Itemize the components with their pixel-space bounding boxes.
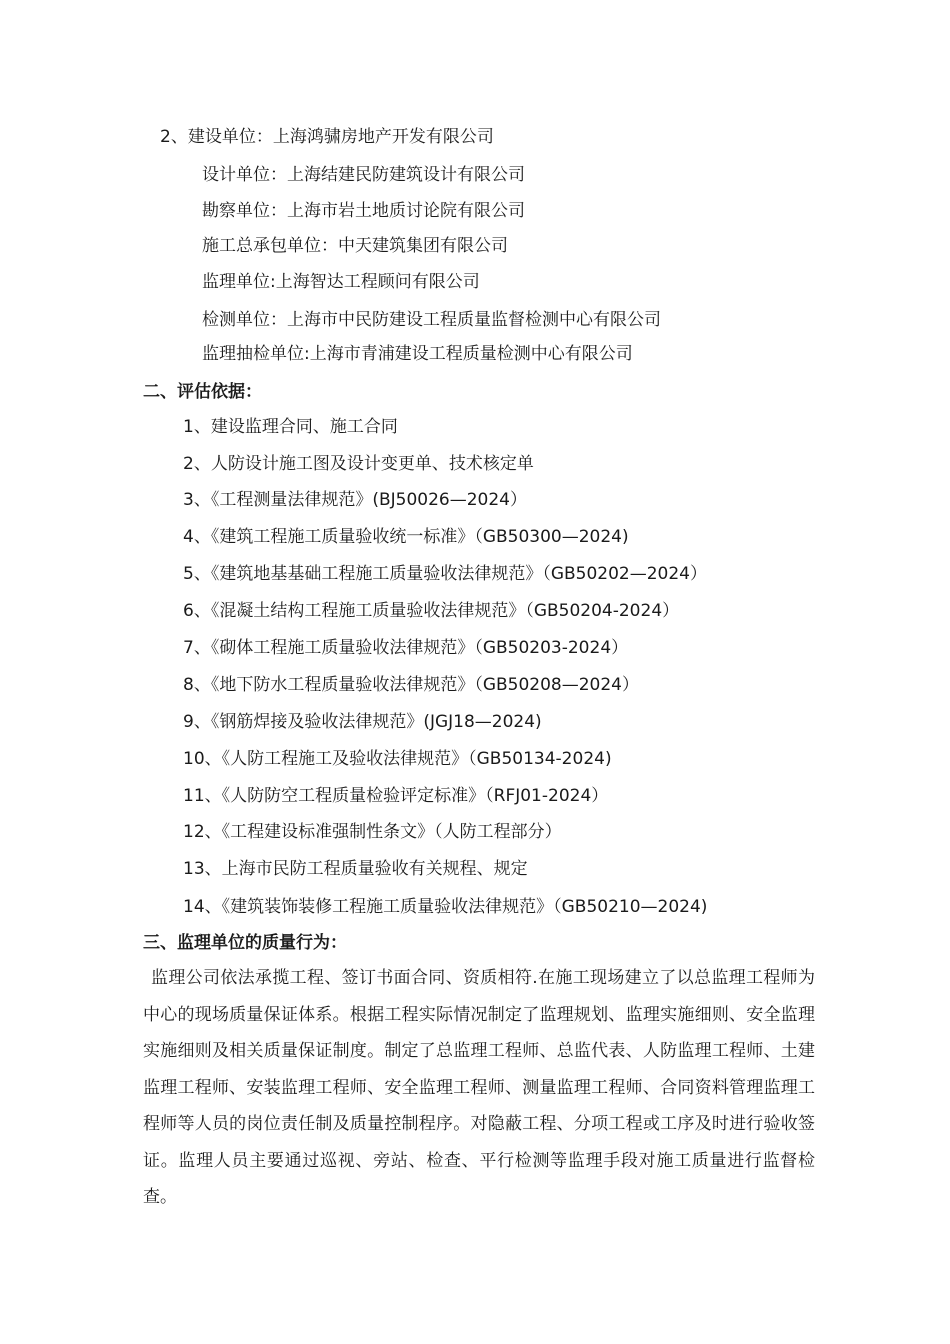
sampling-unit-line: 监理抽检单位:上海市青浦建设工程质量检测中心有限公司 bbox=[202, 344, 633, 364]
basis-item: 10、《人防工程施工及验收法律规范》（GB50134-2024) bbox=[183, 749, 612, 769]
basis-item: 7、《砌体工程施工质量验收法律规范》（GB50203-2024） bbox=[183, 638, 629, 658]
design-unit-line: 设计单位：上海结建民防建筑设计有限公司 bbox=[202, 165, 525, 185]
basis-item: 6、《混凝土结构工程施工质量验收法律规范》（GB50204-2024） bbox=[183, 601, 680, 621]
basis-item: 9、《钢筋焊接及验收法律规范》(JGJ18—2024) bbox=[183, 712, 542, 732]
testing-unit-line: 检测单位：上海市中民防建设工程质量监督检测中心有限公司 bbox=[202, 310, 661, 330]
quality-paragraph: 监理公司依法承揽工程、签订书面合同、资质相符.在施工现场建立了以总监理工程师为中心的现场质量保证体系。根据工程实际情况制定了监理规划、监理实施细则、安全监理实施细则及相关质量保证制度。制定了总监理工程师、总监代表、人防监理工程师、土建监理工程师、安装监理工程师、安全监理工程师、测量监理工程师、合同资料管理监理工程师等人员的岗位责任制及质量控制程序。对隐蔽工程、分项工程或工序及时进行验收签证。监理人员主要通过巡视、旁站、检查、平行检测等监理手段对施工质量进行监督检查。 bbox=[143, 968, 815, 1207]
basis-item: 1、建设监理合同、施工合同 bbox=[183, 417, 398, 437]
basis-item: 13、上海市民防工程质量验收有关规程、规定 bbox=[183, 859, 528, 879]
basis-item: 12、《工程建设标准强制性条文》（人防工程部分） bbox=[183, 822, 562, 842]
construction-unit-line: 2、建设单位：上海鸿骕房地产开发有限公司 bbox=[160, 127, 494, 147]
basis-item: 2、人防设计施工图及设计变更单、技术核定单 bbox=[183, 454, 534, 474]
basis-item: 4、《建筑工程施工质量验收统一标准》（GB50300—2024) bbox=[183, 527, 629, 547]
basis-item: 5、《建筑地基基础工程施工质量验收法律规范》（GB50202—2024） bbox=[183, 564, 707, 584]
basis-item: 14、《建筑装饰装修工程施工质量验收法律规范》（GB50210—2024) bbox=[183, 897, 708, 917]
basis-item: 8、《地下防水工程质量验收法律规范》（GB50208—2024） bbox=[183, 675, 639, 695]
contractor-unit-line: 施工总承包单位：中天建筑集团有限公司 bbox=[202, 236, 508, 256]
basis-item: 3、《工程测量法律规范》(BJ50026—2024） bbox=[183, 490, 527, 510]
supervision-unit-line: 监理单位:上海智达工程顾问有限公司 bbox=[202, 272, 480, 292]
section-heading-quality: 三、监理单位的质量行为： bbox=[143, 933, 347, 953]
section-heading-basis: 二、评估依据： bbox=[143, 382, 262, 402]
survey-unit-line: 勘察单位：上海市岩土地质讨论院有限公司 bbox=[202, 201, 525, 221]
basis-item: 11、《人防防空工程质量检验评定标准》（RFJ01-2024） bbox=[183, 786, 609, 806]
